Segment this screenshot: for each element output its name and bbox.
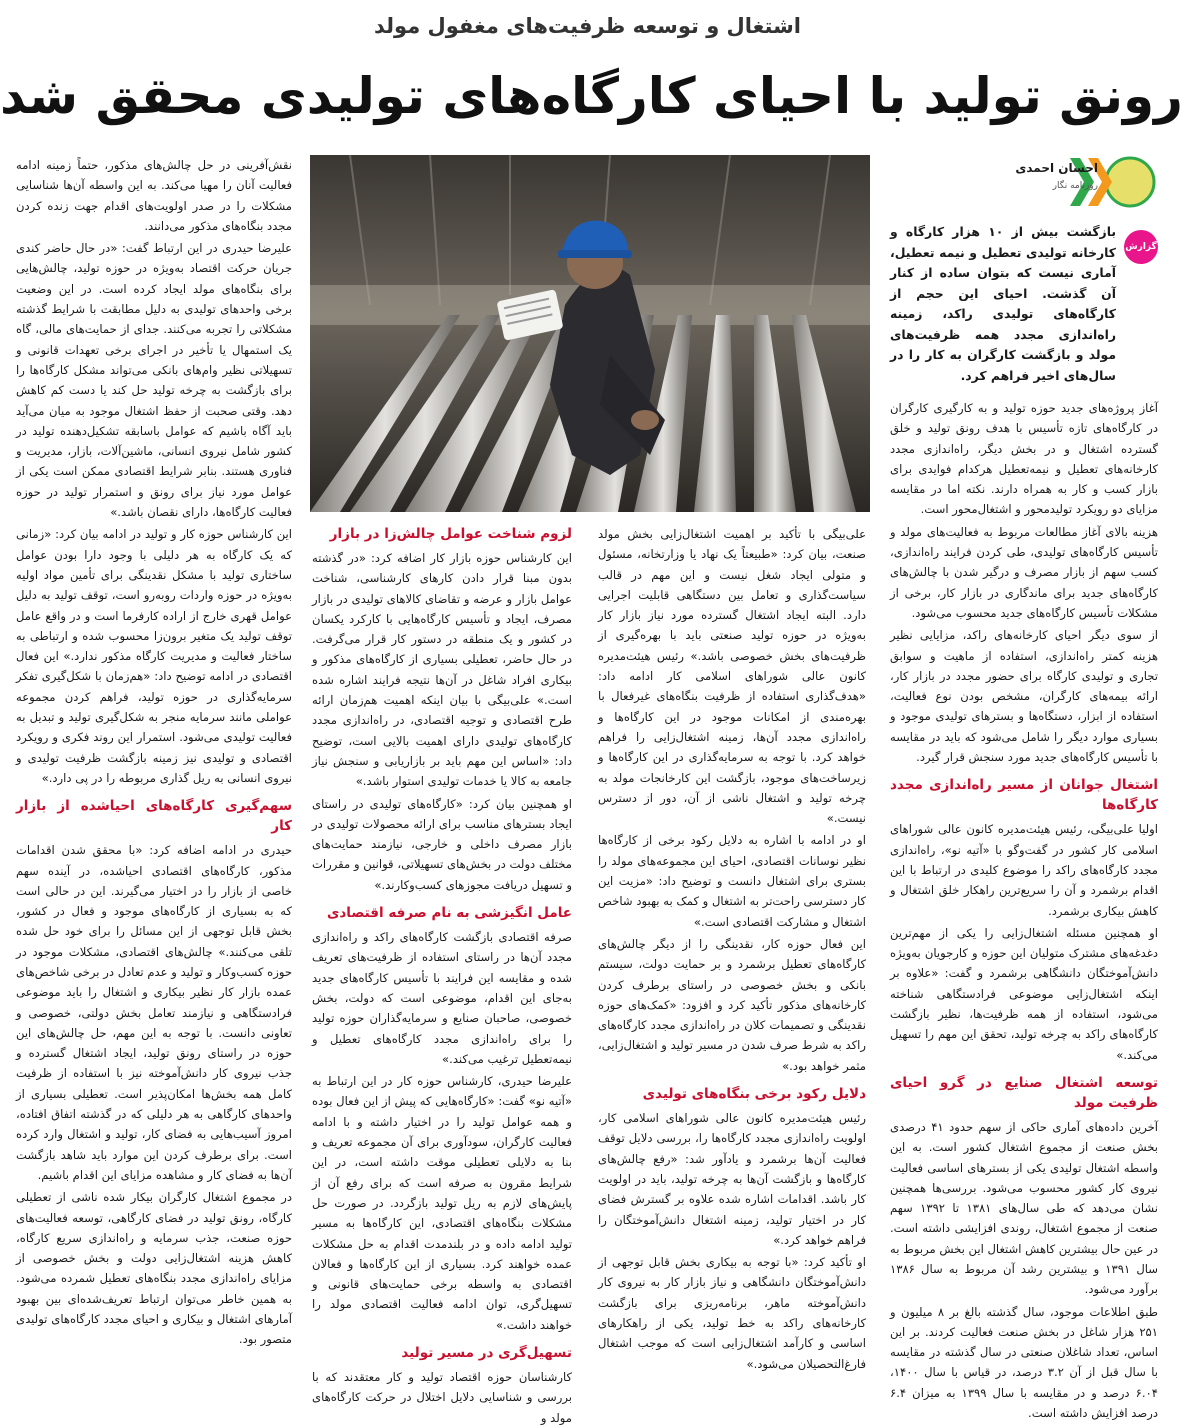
paragraph: او تأکید کرد: «با توجه به بیکاری بخش قابل توجهی از دانش‌آموختگان دانشگاهی و نیاز بازار کار به نیروی کار دانش‌آموخته ماهر، برنامه‌ریزی برای بازگشت کارخانه‌های راکد به خط تولید، یکی از راهکارهای اساسی و کارآمد اشتغال‌زایی است که موجب اشتغال فارغ‌التحصیلان می‌شود.» [598, 1255, 866, 1371]
paragraph: طبق اطلاعات موجود، سال گذشته بالغ بر ۸ میلیون و ۲۵۱ هزار شاغل در بخش صنعت فعالیت کردند. بر این اساس، تعداد شاغلان صنعتی در سال گذشته در مقایسه با سال قبل از آن ۳.۲ درصد، در قیاس با سال ۱۴۰۰، ۶.۰۴ درصد و در مقایسه با سال ۱۳۹۹ به میزان ۶.۴ درصد افزایش داشته است. [890, 1304, 1158, 1421]
subheading: تسهیل‌گری در مسیر تولید [401, 1344, 572, 1361]
headline: رونق تولید با احیای کارگاه‌های تولیدی محقق شد [0, 67, 1183, 125]
paragraph: او همچنین مسئله اشتغال‌زایی را یکی از مهم‌ترین دغدغه‌های مشترک متولیان این حوزه و کارجویان به‌ویژه دانش‌آموختگان دانشگاهی برشمرد و گفت: «علاوه بر اینکه اشتغال‌زایی موضوعی فرادستگاهی شناخته می‌شود، استفاده از همه ظرفیت‌ها، نظیر بازگشت کارگاه‌های راکد به چرخه تولید، تحقق این مهم را تسهیل می‌کند.» [890, 925, 1158, 1062]
paragraph: آغاز پروژه‌های جدید حوزه تولید و به کارگیری کارگران در کارگاه‌های تازه تأسیس با هدف رونق تولید و خلق گسترده اشتغال و در بخش دیگر، راه‌اندازی مجدد کارخانه‌های تعطیل و نیمه‌تعطیل هرکدام فوایدی برای بازار کسب و کار به همراه دارند. نکته اما در مقایسه مزایای دو رویکرد تولیدمحور و اشتغال‌محور است. [890, 401, 1158, 517]
subheading: لزوم شناخت عوامل چالش‌زا در بازار [329, 526, 572, 542]
paragraph: کارشناسان حوزه اقتصاد تولید و کار معتقدند که با بررسی و شناسایی دلایل اختلال در حرکت کارگاه‌های مولد و [312, 1369, 572, 1425]
author-box [890, 152, 1158, 216]
subheading: دلایل رکود برخی بنگاه‌های تولیدی [642, 1086, 866, 1103]
author-role: روزنامه نگار [1052, 181, 1098, 191]
column-1 [890, 152, 1159, 1421]
paragraph: صرفه اقتصادی بازگشت کارگاه‌های راکد و راه‌اندازی مجدد آن‌ها در راستای استفاده از ظرفیت‌های تعریف شده و مقایسه این فرایند با تأسیس کارگاه‌های جدید به‌جای این اقدام، موضوعی است که دولت، بخش خصوصی، صاحبان صنایع و سرمایه‌گذاران حوزه تولید را برای راه‌اندازی مجدد کارگاه‌های تعطیل و نیمه‌تعطیل ترغیب می‌کند.» [312, 930, 572, 1066]
column-3 [598, 524, 866, 1371]
paragraph: نقش‌آفرینی در حل چالش‌های مذکور، حتماً زمینه ادامه فعالیت آنان را مهیا می‌کند. به این واسطه آن‌ها شناسایی مشکلات را در صدر اولویت‌های اقدام جهت زنده کردن مجدد بنگاه‌های مذکور می‌دانند. [16, 158, 292, 233]
paragraph: این کارشناس حوزه کار و تولید در ادامه بیان کرد: «زمانی که یک کارگاه به هر دلیلی با وجود دارا بودن عوامل ساختاری تولید با مشکل نقدینگی برای تأمین مواد اولیه به‌ویژه در حوزه واردات روبه‌رو است، توقف تولید به دلیل عوامل قهری خارج از اراده کارفرما است و در واقع عامل توقف تولید یک متغیر برون‌زا محسوب شده و ارتباطی به ساختار فعالیت و مدیریت کارگاه مذکور ندارد.» این فعال اقتصادی در ادامه توضیح داد: «هم‌زمان با شکل‌گیری تفکر سرمایه‌گذاری در حوزه تولید، فراهم کردن مجموعه عواملی مانند سرمایه منجر به شکل‌گیری تولید و تبدیل به فعالیت تولیدی می‌شود. استمرار این روند فکری و رویکرد اقتصادی و تولیدی نیز زمینه بازگشت ظرفیت تولیدی و نیروی انسانی به ریل گذاری مربوطه را در پی دارد.» [16, 527, 292, 785]
paragraph: او در ادامه با اشاره به دلایل رکود برخی از کارگاه‌ها نظیر نوسانات اقتصادی، احیای این مجموعه‌های مولد را بستری برای اشتغال دانست و توضیح داد: «مزیت این کار دسترسی راحت‌تر به اشتغال و کمک به بهبود شاخص اشتغال و مشارکت اقتصادی است.» [598, 833, 866, 929]
report-badge: گزارش [1124, 230, 1158, 264]
paragraph: این کارشناس حوزه بازار کار اضافه کرد: «در گذشته بدون مبنا قرار دادن کارهای کارشناسی، شناخت عوامل بازار و عرضه و تقاضای کالاهای تولیدی در بازار مصرف، ایجاد و تأسیس کارگاه‌هایی با کارکرد یکسان در کشور و یک منطقه در دستور کار قرار می‌گرفت. در حال حاضر، تعطیلی بسیاری از کارگاه‌های مذکور و بیکاری افراد شاغل در آن‌ها نتیجه فرایند اشاره شده است.» علی‌بیگی با بیان اینکه اهمیت هم‌زمان ارائه طرح اقتصادی و توجیه اقتصادی، در راه‌اندازی مجدد کارگاه‌های تولیدی دارای اهمیت بالایی است، توضیح داد: «اساس این مهم باید بر بازاریابی و سنجش نیاز جامعه به کالا یا خدمات تولیدی استوار باشد.» [312, 551, 572, 789]
paragraph: هزینه بالای آغاز مطالعات مربوط به فعالیت‌های مولد و تأسیس کارگاه‌های تولیدی، طی کردن فرایند راه‌اندازی، کسب سهم از بازار مصرف و درگیر شدن با چالش‌های کارگاه‌های جدید برای ماندگاری در بازار کار، برخی از مشکلات تأسیس کارگاه‌های جدید محسوب می‌شود. [890, 524, 1158, 620]
paragraph: رئیس هیئت‌مدیره کانون عالی شوراهای اسلامی کار، اولویت راه‌اندازی مجدد کارگاه‌ها را، بررسی دلایل توقف فعالیت آن‌ها برشمرد و یادآور شد: «رفع چالش‌های کارگاه‌ها و بازگشت آن‌ها به چرخه تولید، باید در اولویت کار باشد. اقدامات اشاره شده علاوه بر گسترش فضای کار در اختیار تولید، زمینه اشتغال دانش‌آموختگان را فراهم خواهد کرد.» [598, 1111, 866, 1247]
subheading: توسعه اشتغال صنایع در گرو احیای ظرفیت مولد [890, 1074, 1158, 1111]
paragraph: علی‌بیگی با تأکید بر اهمیت اشتغال‌زایی بخش مولد صنعت، بیان کرد: «طبیعتاً یک نهاد یا وزارتخانه، مسئول و متولی ایجاد شغل نیست و این مهم در قالب سیاست‌گذاری و تعامل بین دستگاهی قابلیت اجرایی دارد. البته ایجاد اشتغال گسترده مورد نیاز بازار کار به‌ویژه در حوزه تولید صنعتی باید با بهره‌گیری از ظرفیت‌های بخش خصوصی باشد.» رئیس هیئت‌مدیره کانون عالی شوراهای اسلامی کار ادامه داد: «هدف‌گذاری استفاده از ظرفیت بنگاه‌های غیرفعال با بهره‌مندی از امکانات موجود در این کارگاه‌ها و راه‌اندازی مجدد آن‌ها، زمینه اشتغال‌زایی را فراهم خواهد کرد. با توجه به سرمایه‌گذاری در این کارگاه‌ها و زیرساخت‌های موجود، بازگشت این کارخانجات مولد به چرخه تولید و اشتغال ناشی از آن، دور از دسترس نیست.» [598, 527, 866, 826]
subheading: سهم‌گیری کارگاه‌های احیاشده از بازار کار [16, 798, 292, 835]
paragraph: حیدری در ادامه اضافه کرد: «با محقق شدن اقدامات مذکور، کارگاه‌های اقتصادی احیاشده، در آینده سهم خاصی از بازار را در اختیار می‌گیرند. این در حالی است که به بسیاری از کارگاه‌های موجود و فعال در کشور، بخش قابل توجهی از این مسائل را برای خود حل شده تلقی می‌کنند.» چالش‌های اقتصادی، مشکلات موجود در حوزه کسب‌وکار و تولید و عدم تعادل در برخی شاخص‌های عمده بازار کار نظیر بیکاری و اشتغال را باید موضوعی فرادستگاهی و نیازمند تعامل بخش دولتی، خصوصی و تعاونی دانست. با توجه به این مهم، حل چالش‌های این حوزه در راستای رونق تولید، ایجاد اشتغال گسترده و جذب نیروی کار دانش‌آموخته نیز با استفاده از ظرفیت کامل همه بخش‌ها امکان‌پذیر است. تعطیلی بسیاری از واحدهای کارگاهی به هر دلیلی که در گذشته اتفاق افتاده، امروز آسیب‌هایی به فضای کار، تولید و اشتغال وارد کرده است. برای برطرف کردن این موارد باید شاهد بازگشت آن‌ها به فضای کار و مشاهده مزایای این اقدام باشیم. [16, 843, 292, 1182]
paragraph: او همچنین بیان کرد: «کارگاه‌های تولیدی در راستای ایجاد بسترهای مناسب برای ارائه محصولات تولیدی در بازار مصرف داخلی و خارجی، نیازمند حمایت‌های مختلف دولت در بخش‌های تسهیلاتی، قوانین و مقررات و تسهیل دریافت مجوزهای کسب‌وکارند.» [312, 796, 572, 892]
paragraph: علیرضا حیدری در این ارتباط گفت: «در حال حاضر کندی جریان حرکت اقتصاد به‌ویژه در حوزه تولید، چالش‌هایی برای بنگاه‌های مولد ایجاد کرده است. در این وضعیت برخی واحدهای تولیدی به دلیل مطابقت با شرایط گذشته مشکلاتی را تجربه می‌کنند. جدای از حمایت‌های مالی، گاه یک استمهال یا تأخیر در اجرای برخی تعهدات قانونی و تسهیلاتی نظیر وام‌های بانکی می‌تواند مشکل کارگاه‌ها را برای بازگشت به چرخه تولید حل کند یا دست کم کاهش دهد. وقتی صحبت از حفظ اشتغال موجود به میان می‌آید باید آگاه باشیم که عوامل باسابقه تشکیل‌دهنده تولید در کشور شامل نیروی انسانی، ماشین‌آلات، بازار، مدیریت و فناوری هستند. بنابر شرایط اقتصادی ممکن است یکی از عوامل مورد نیاز برای رونق و استمرار تولید در حوزه فعالیت کارگاه‌ها، دارای نقصان باشد.» [16, 241, 292, 520]
column-5 [16, 155, 292, 1357]
paragraph: اولیا علی‌بیگی، رئیس هیئت‌مدیره کانون عالی شوراهای اسلامی کار کشور در گفت‌وگو با «آتیه نو»، راه‌اندازی مجدد کارگاه‌های راکد را موضوع کلیدی در ارتباط با این اقدام برشمرد و آن را سریع‌ترین راهکار خلق اشتغال و کاهش بیکاری برشمرد. [890, 822, 1158, 918]
paragraph: آخرین داده‌های آماری حاکی از سهم حدود ۴۱ درصدی بخش صنعت از مجموع اشتغال کشور است. به این واسطه اشتغال تولیدی یکی از بسترهای اساسی فعالیت نیروی کار کشور محسوب می‌شود. بررسی‌ها همچنین نشان می‌دهد که طی سال‌های ۱۳۸۱ تا ۱۳۹۲ سهم صنعت از مجموع اشتغال، روندی افزایشی داشته است. در عین حال بیشترین کاهش اشتغال این بخش مربوط به سال ۱۳۹۱ و بیشترین رشد آن مربوط به سال ۱۳۸۶ برآورد می‌شود. [890, 1119, 1159, 1297]
worker-pipes-photo [310, 155, 870, 512]
column-4 [312, 524, 572, 1425]
author-name: احسان احمدی [1015, 161, 1098, 175]
supra-title: اشتغال و توسعه ظرفیت‌های مغفول مولد [374, 14, 801, 38]
paragraph: علیرضا حیدری، کارشناس حوزه کار در این ارتباط به «آتیه نو» گفت: «کارگاه‌هایی که پیش از این فعال بوده و همه عوامل تولید را در اختیار داشته و با ادامه فعالیت کارگران، سودآوری برای آن مجموعه تعریف و بنا به دلایلی تعطیلی موقت داشته است، در این شرایط مقرون به صرفه است که برای رفع آن از پایش‌های لازم به ریل تولید بازگردد. در صورت حل مشکلات بنگاه‌های اقتصادی، این کارگاه‌ها به مسیر تولید ادامه داده و در بلندمدت اقدام به حل مشکلات عمده خواهند کرد. بسیاری از این کارگاه‌ها و فعالان اقتصادی به واسطه برخی حمایت‌های قانونی و تسهیل‌گری، توان ادامه فعالیت اقتصادی مولد را خواهند داشت.» [312, 1074, 572, 1332]
lead-paragraph: بازگشت بیش از ۱۰ هزار کارگاه و کارخانه تولیدی تعطیل و نیمه تعطیل، آماری نیست که بتوان ساده از کنار آن گذشت. احیای این حجم از کارگاه‌های تولیدی راکد، زمینه راه‌اندازی مجدد همه ظرفیت‌های مولد و بازگشت کارگران به کار را در سال‌های اخیر فراهم کرد. [890, 224, 1116, 383]
subheading: اشتغال جوانان از مسیر راه‌اندازی مجدد کارگاه‌ها [890, 777, 1158, 814]
subheading: عامل انگیزشی به نام صرفه اقتصادی [327, 905, 572, 922]
paragraph: در مجموع اشتغال کارگران بیکار شده ناشی از تعطیلی کارگاه، رونق تولید در فضای کارگاهی، توسعه فعالیت‌های حوزه صنعت، جذب سرمایه و راه‌اندازی سریع کارگاه، کاهش هزینه اشتغال‌زایی دولت و بخش خصوصی از مزایای راه‌اندازی مجدد بنگاه‌های تعطیل شمرده می‌شود. به همین خاطر می‌توان ارتباط تعریف‌شده‌ای بین بهبود آمارهای اشتغال و بیکاری و احیای مجدد کارگاه‌های تولیدی متصور بود. [16, 1190, 292, 1347]
paragraph: این فعال حوزه کار، نقدینگی را از دیگر چالش‌های کارگاه‌های تعطیل برشمرد و بر حمایت دولت، سیستم بانکی و بخش خصوصی در راستای برطرف کردن کارخانه‌های مذکور تأکید کرد و افزود: «کمک‌های حوزه نقدینگی و تصمیمات کلان در راه‌اندازی مجدد کارگاه‌های راکد به شرط صرف شدن در مسیر تولید و اشتغال‌زایی، مثمر خواهد بود.» [598, 936, 866, 1073]
paragraph: از سوی دیگر احیای کارخانه‌های راکد، مزایایی نظیر هزینه کمتر راه‌اندازی، استفاده از ماهیت و سوابق تجاری و تولیدی کارگاه برای حضور مجدد در بازار کار، ارائه بیمه‌های کارگران، مشخص بودن نوع فعالیت، استفاده از ابزار، دستگاه‌ها و بسترهای تولیدی موجود و بسیاری موارد دیگر را شامل می‌شود که باید در مقایسه با تأسیس کارگاه‌های جدید مورد سنجش قرار گیرد. [890, 628, 1158, 765]
